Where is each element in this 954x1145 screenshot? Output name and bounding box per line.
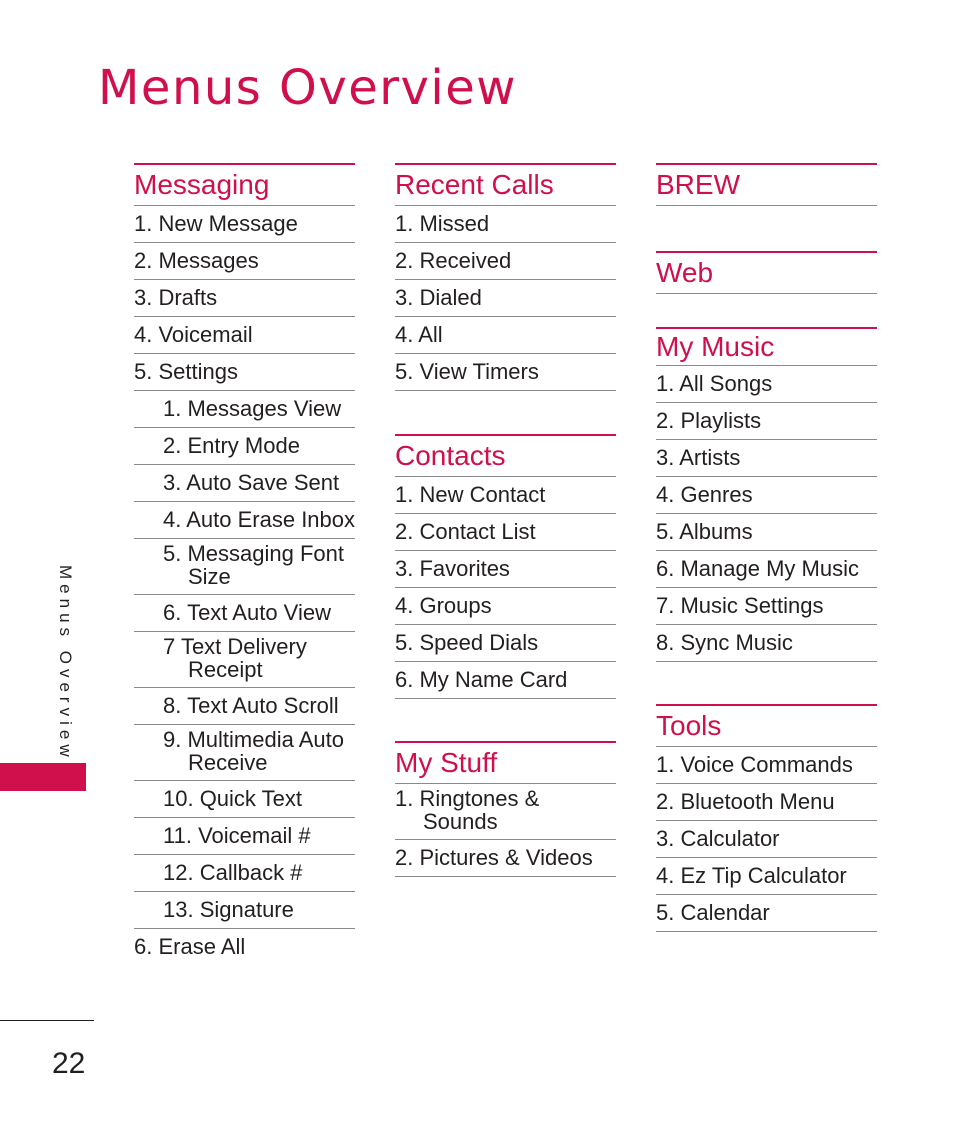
- submenu-item: [134, 725, 355, 781]
- menu-item: 1. Missed: [395, 206, 616, 243]
- submenu-item: 11. Voicemail #: [134, 818, 355, 855]
- recent-calls-section: [395, 163, 616, 391]
- menu-item: 3. Dialed: [395, 280, 616, 317]
- menu-item: 2. Contact List: [395, 514, 616, 551]
- brew-title: BREW: [656, 165, 877, 206]
- menu-item: 2. Playlists: [656, 403, 877, 440]
- menu-item: 1. New Contact: [395, 477, 616, 514]
- my-stuff-section: [395, 741, 616, 877]
- my-music-title: My Music: [656, 329, 877, 366]
- submenu-item-line1: 5. Messaging Font: [163, 541, 344, 566]
- menu-item: 3. Artists: [656, 440, 877, 477]
- side-tab-marker: [0, 763, 86, 791]
- my-music-section: [656, 327, 877, 662]
- menu-item: 6. Manage My Music: [656, 551, 877, 588]
- submenu-item: 13. Signature: [134, 892, 355, 929]
- submenu-item: 6. Text Auto View: [134, 595, 355, 632]
- menu-item: 4. Voicemail: [134, 317, 355, 354]
- menu-item: 6. Erase All: [134, 934, 246, 959]
- tools-section: [656, 704, 877, 932]
- submenu-item-line2: Receive: [188, 750, 268, 775]
- menu-item: 1. Voice Commands: [656, 747, 877, 784]
- submenu-item: 12. Callback #: [134, 855, 355, 892]
- menu-item: 3. Favorites: [395, 551, 616, 588]
- web-title: Web: [656, 253, 877, 294]
- column-messaging: [134, 163, 355, 965]
- my-stuff-title: My Stuff: [395, 743, 616, 784]
- web-section: [656, 251, 877, 294]
- submenu-item: 1. Messages View: [134, 391, 355, 428]
- submenu-item: 8. Text Auto Scroll: [134, 688, 355, 725]
- menu-item: 5. View Timers: [395, 354, 616, 391]
- menu-item: 5. Settings: [134, 354, 355, 391]
- menu-item: 6. My Name Card: [395, 662, 616, 699]
- menu-item: 1. All Songs: [656, 366, 877, 403]
- tools-title: Tools: [656, 706, 877, 747]
- contacts-section: [395, 434, 616, 699]
- menu-item-line1: 1. Ringtones &: [395, 786, 540, 811]
- submenu-item-line2: Size: [188, 564, 231, 589]
- messaging-section: [134, 163, 355, 965]
- menu-item: 2. Received: [395, 243, 616, 280]
- column-calls-contacts: [395, 163, 616, 877]
- menu-item: 4. Genres: [656, 477, 877, 514]
- menu-item: 3. Drafts: [134, 280, 355, 317]
- menu-item: 4. All: [395, 317, 616, 354]
- menu-item: 8. Sync Music: [656, 625, 877, 662]
- submenu-item-line1: 7 Text Delivery: [163, 634, 307, 659]
- menu-item: [395, 784, 616, 840]
- menu-item: 7. Music Settings: [656, 588, 877, 625]
- submenu-item: [134, 539, 355, 595]
- menu-item: 5. Calendar: [656, 895, 877, 932]
- page-number: 22: [52, 1047, 86, 1080]
- brew-section: [656, 163, 877, 206]
- menu-item: 5. Albums: [656, 514, 877, 551]
- page-title: Menus Overview: [98, 60, 518, 116]
- submenu-item: 2. Entry Mode: [134, 428, 355, 465]
- menu-item: 4. Ez Tip Calculator: [656, 858, 877, 895]
- menu-item: 1. New Message: [134, 206, 355, 243]
- submenu-item: [134, 632, 355, 688]
- menu-item: 2. Bluetooth Menu: [656, 784, 877, 821]
- submenu-item: 4. Auto Erase Inbox: [134, 502, 355, 539]
- page-number-rule: [0, 1020, 94, 1021]
- column-brew-tools: [656, 163, 877, 932]
- submenu-item: 10. Quick Text: [134, 781, 355, 818]
- menu-item: 2. Pictures & Videos: [395, 840, 616, 877]
- menu-item-line2: Sounds: [423, 809, 498, 834]
- menu-item: 5. Speed Dials: [395, 625, 616, 662]
- recent-calls-title: Recent Calls: [395, 165, 616, 206]
- submenu-item-line2: Receipt: [188, 657, 263, 682]
- menu-item: 3. Calculator: [656, 821, 877, 858]
- submenu-item: 3. Auto Save Sent: [134, 465, 355, 502]
- menu-item: 4. Groups: [395, 588, 616, 625]
- contacts-title: Contacts: [395, 436, 616, 477]
- side-section-label: Menus Overview: [56, 565, 75, 762]
- messaging-title: Messaging: [134, 165, 355, 206]
- submenu-item-line1: 9. Multimedia Auto: [163, 727, 344, 752]
- menu-item: 2. Messages: [134, 243, 355, 280]
